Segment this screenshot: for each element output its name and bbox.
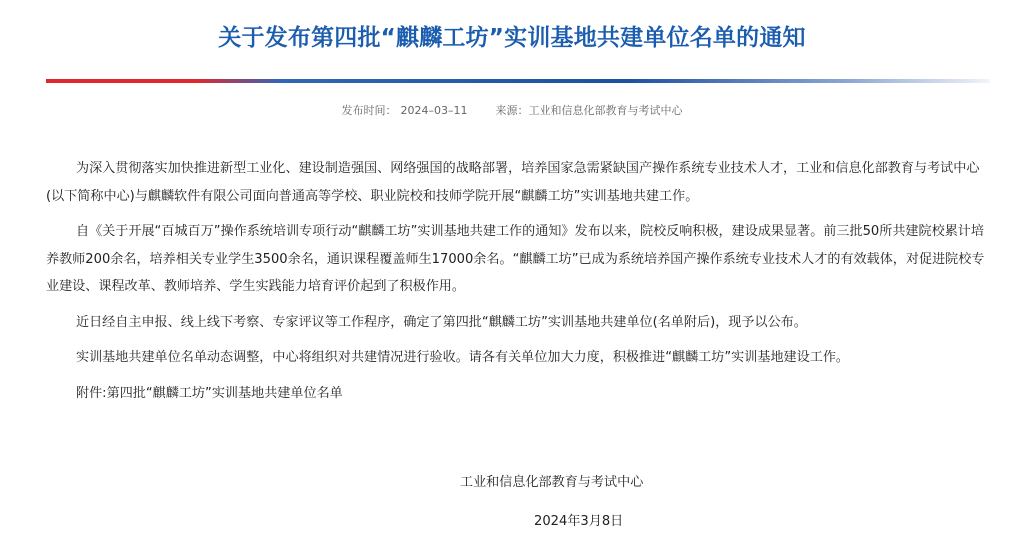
source-label: 来源： xyxy=(495,104,529,117)
source-name: 工业和信息化部教育与考试中心 xyxy=(528,104,683,117)
body-paragraph-2: 自《关于开展“百城百万”操作系统培训专项行动“麒麟工坊”实训基地共建工作的通知》发布以来，院校反响积极，建设成果显著。前三批50所共建院校累计培养教师200余名，培养相关专业学生3500余名，通识课程覆盖师生17000余名。“麒麟工坊”已成为系统培养国产操作系统专业技术人才的有效载体，对促进院校专业建设、课程改革、教师培养、学生实践能力培育评价起到了积极作用。 xyxy=(46,224,985,294)
publish-date: 2024–03–11 xyxy=(400,104,468,117)
page-title: 关于发布第四批“麒麟工坊”实训基地共建单位名单的通知 xyxy=(218,25,806,51)
body-paragraph-4: 实训基地共建单位名单动态调整，中心将组织对共建情况进行验收。请各有关单位加大力度，积极推进“麒麟工坊”实训基地建设工作。 xyxy=(76,350,850,365)
title-divider xyxy=(46,79,990,83)
body-paragraph-1: 为深入贯彻落实加快推进新型工业化、建设制造强国、网络强国的战略部署，培养国家急需紧缺国产操作系统专业技术人才，工业和信息化部教育与考试中心(以下简称中心)与麒麟软件有限公司面向普通高等学校、职业院校和技师学院开展“麒麟工坊”实训基地共建工作。 xyxy=(46,161,980,204)
attachment-note: 附件:第四批“麒麟工坊”实训基地共建单位名单 xyxy=(76,385,343,401)
publish-label: 发布时间： xyxy=(341,104,397,117)
signature-date: 2024年3月8日 xyxy=(534,514,624,529)
body-paragraph-3: 近日经自主申报、线上线下考察、专家评议等工作程序，确定了第四批“麒麟工坊”实训基地共建单位(名单附后)，现予以公布。 xyxy=(76,314,807,330)
article-meta xyxy=(0,103,1024,119)
signature-organization: 工业和信息化部教育与考试中心 xyxy=(460,475,644,490)
article-body xyxy=(46,155,996,415)
